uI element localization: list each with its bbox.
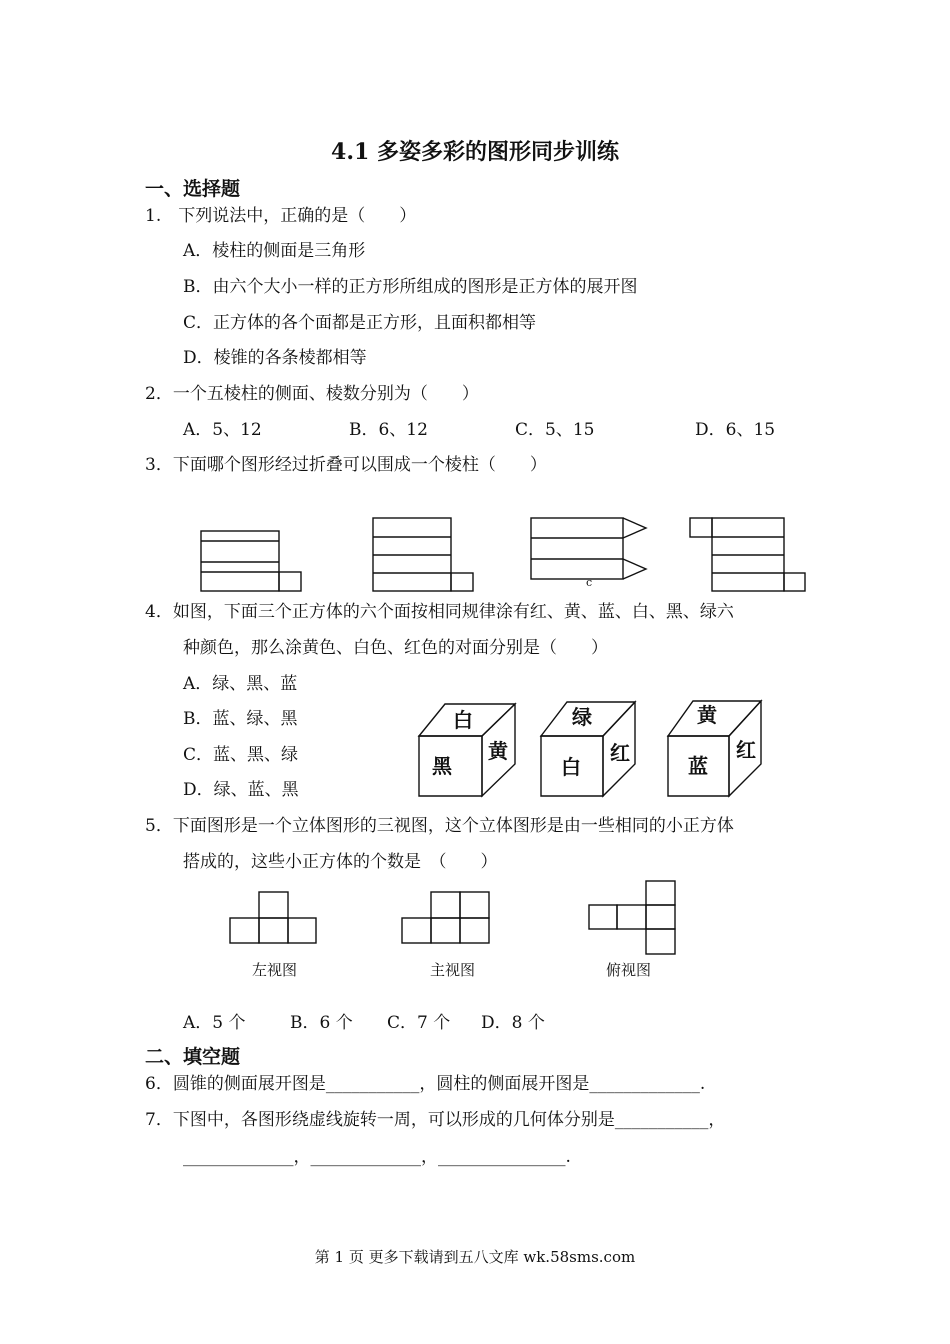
q1-option-b: B．由六个大小一样的正方形所组成的图形是正方体的展开图 (183, 277, 638, 297)
left-view-drawing (230, 892, 316, 943)
question-4-line-2: 种颜色，那么涂黄色、白色、红色的对面分别是（ ） (183, 638, 608, 658)
q4-option-b: B．蓝、绿、黑 (183, 709, 298, 729)
q4-option-d: D．绿、蓝、黑 (183, 780, 299, 800)
page-footer: 第 1 页 更多下载请到五八文库 wk.58sms.com (314, 1248, 636, 1266)
cube-2-front: 白 (561, 755, 581, 779)
question-7-line-1: 7．下图中，各图形绕虚线旋转一周，可以形成的几何体分别是___________， (145, 1110, 726, 1130)
question-7-line-2: _____________，_____________，_______________. (183, 1147, 571, 1167)
top-view-drawing (589, 881, 675, 954)
q4-option-c: C．蓝、黑、绿 (183, 745, 299, 765)
stray-mark: c (586, 576, 593, 589)
q2-option-d: D．6、15 (695, 420, 776, 440)
question-3: 3．下面哪个图形经过折叠可以围成一个棱柱（ ） (145, 455, 547, 475)
cube-3-top: 黄 (697, 703, 717, 727)
cube-2-side: 红 (610, 741, 630, 765)
left-view-label: 左视图 (252, 961, 298, 979)
cube-3-side: 红 (736, 738, 756, 762)
question-4-line-1: 4．如图，下面三个正方体的六个面按相同规律涂有红、黄、蓝、白、黑、绿六 (145, 602, 734, 622)
cube-3-front: 蓝 (688, 754, 708, 778)
question-2: 2．一个五棱柱的侧面、棱数分别为（ ） (145, 384, 479, 404)
q2-option-b: B．6、12 (349, 420, 428, 440)
q5-option-a: A．5 个 (183, 1013, 246, 1033)
cube-1-top: 白 (453, 708, 473, 732)
q2-option-a: A．5、12 (183, 420, 262, 440)
front-view-drawing (402, 892, 489, 943)
question-5-line-2: 搭成的，这些小正方体的个数是 （ ） (183, 852, 498, 872)
question-1: 1. 下列说法中，正确的是（ ） (145, 206, 417, 226)
q1-option-d: D．棱锥的各条棱都相等 (183, 348, 367, 368)
section-heading-choice: 一、选择题 (145, 178, 241, 200)
cube-1-front: 黑 (432, 754, 452, 778)
question-6: 6．圆锥的侧面展开图是___________，圆柱的侧面展开图是_____________. (145, 1074, 706, 1094)
q1-option-c: C．正方体的各个面都是正方形，且面积都相等 (183, 313, 537, 333)
cube-1-side: 黄 (488, 739, 508, 763)
q2-option-c: C．5、15 (515, 420, 595, 440)
q5-option-b: B．6 个 (290, 1013, 353, 1033)
page-title: 4.1 多姿多彩的图形同步训练 (331, 139, 619, 165)
q1-option-a: A．棱柱的侧面是三角形 (183, 241, 366, 261)
front-view-label: 主视图 (430, 961, 476, 979)
section-heading-fill: 二、填空题 (145, 1046, 241, 1068)
q4-option-a: A．绿、黑、蓝 (183, 674, 298, 694)
q5-option-c: C．7 个 (387, 1013, 451, 1033)
question-5-line-1: 5．下面图形是一个立体图形的三视图，这个立体图形是由一些相同的小正方体 (145, 816, 734, 836)
q5-option-d: D．8 个 (481, 1013, 545, 1033)
top-view-label: 俯视图 (606, 961, 652, 979)
cube-2-top: 绿 (572, 705, 592, 729)
